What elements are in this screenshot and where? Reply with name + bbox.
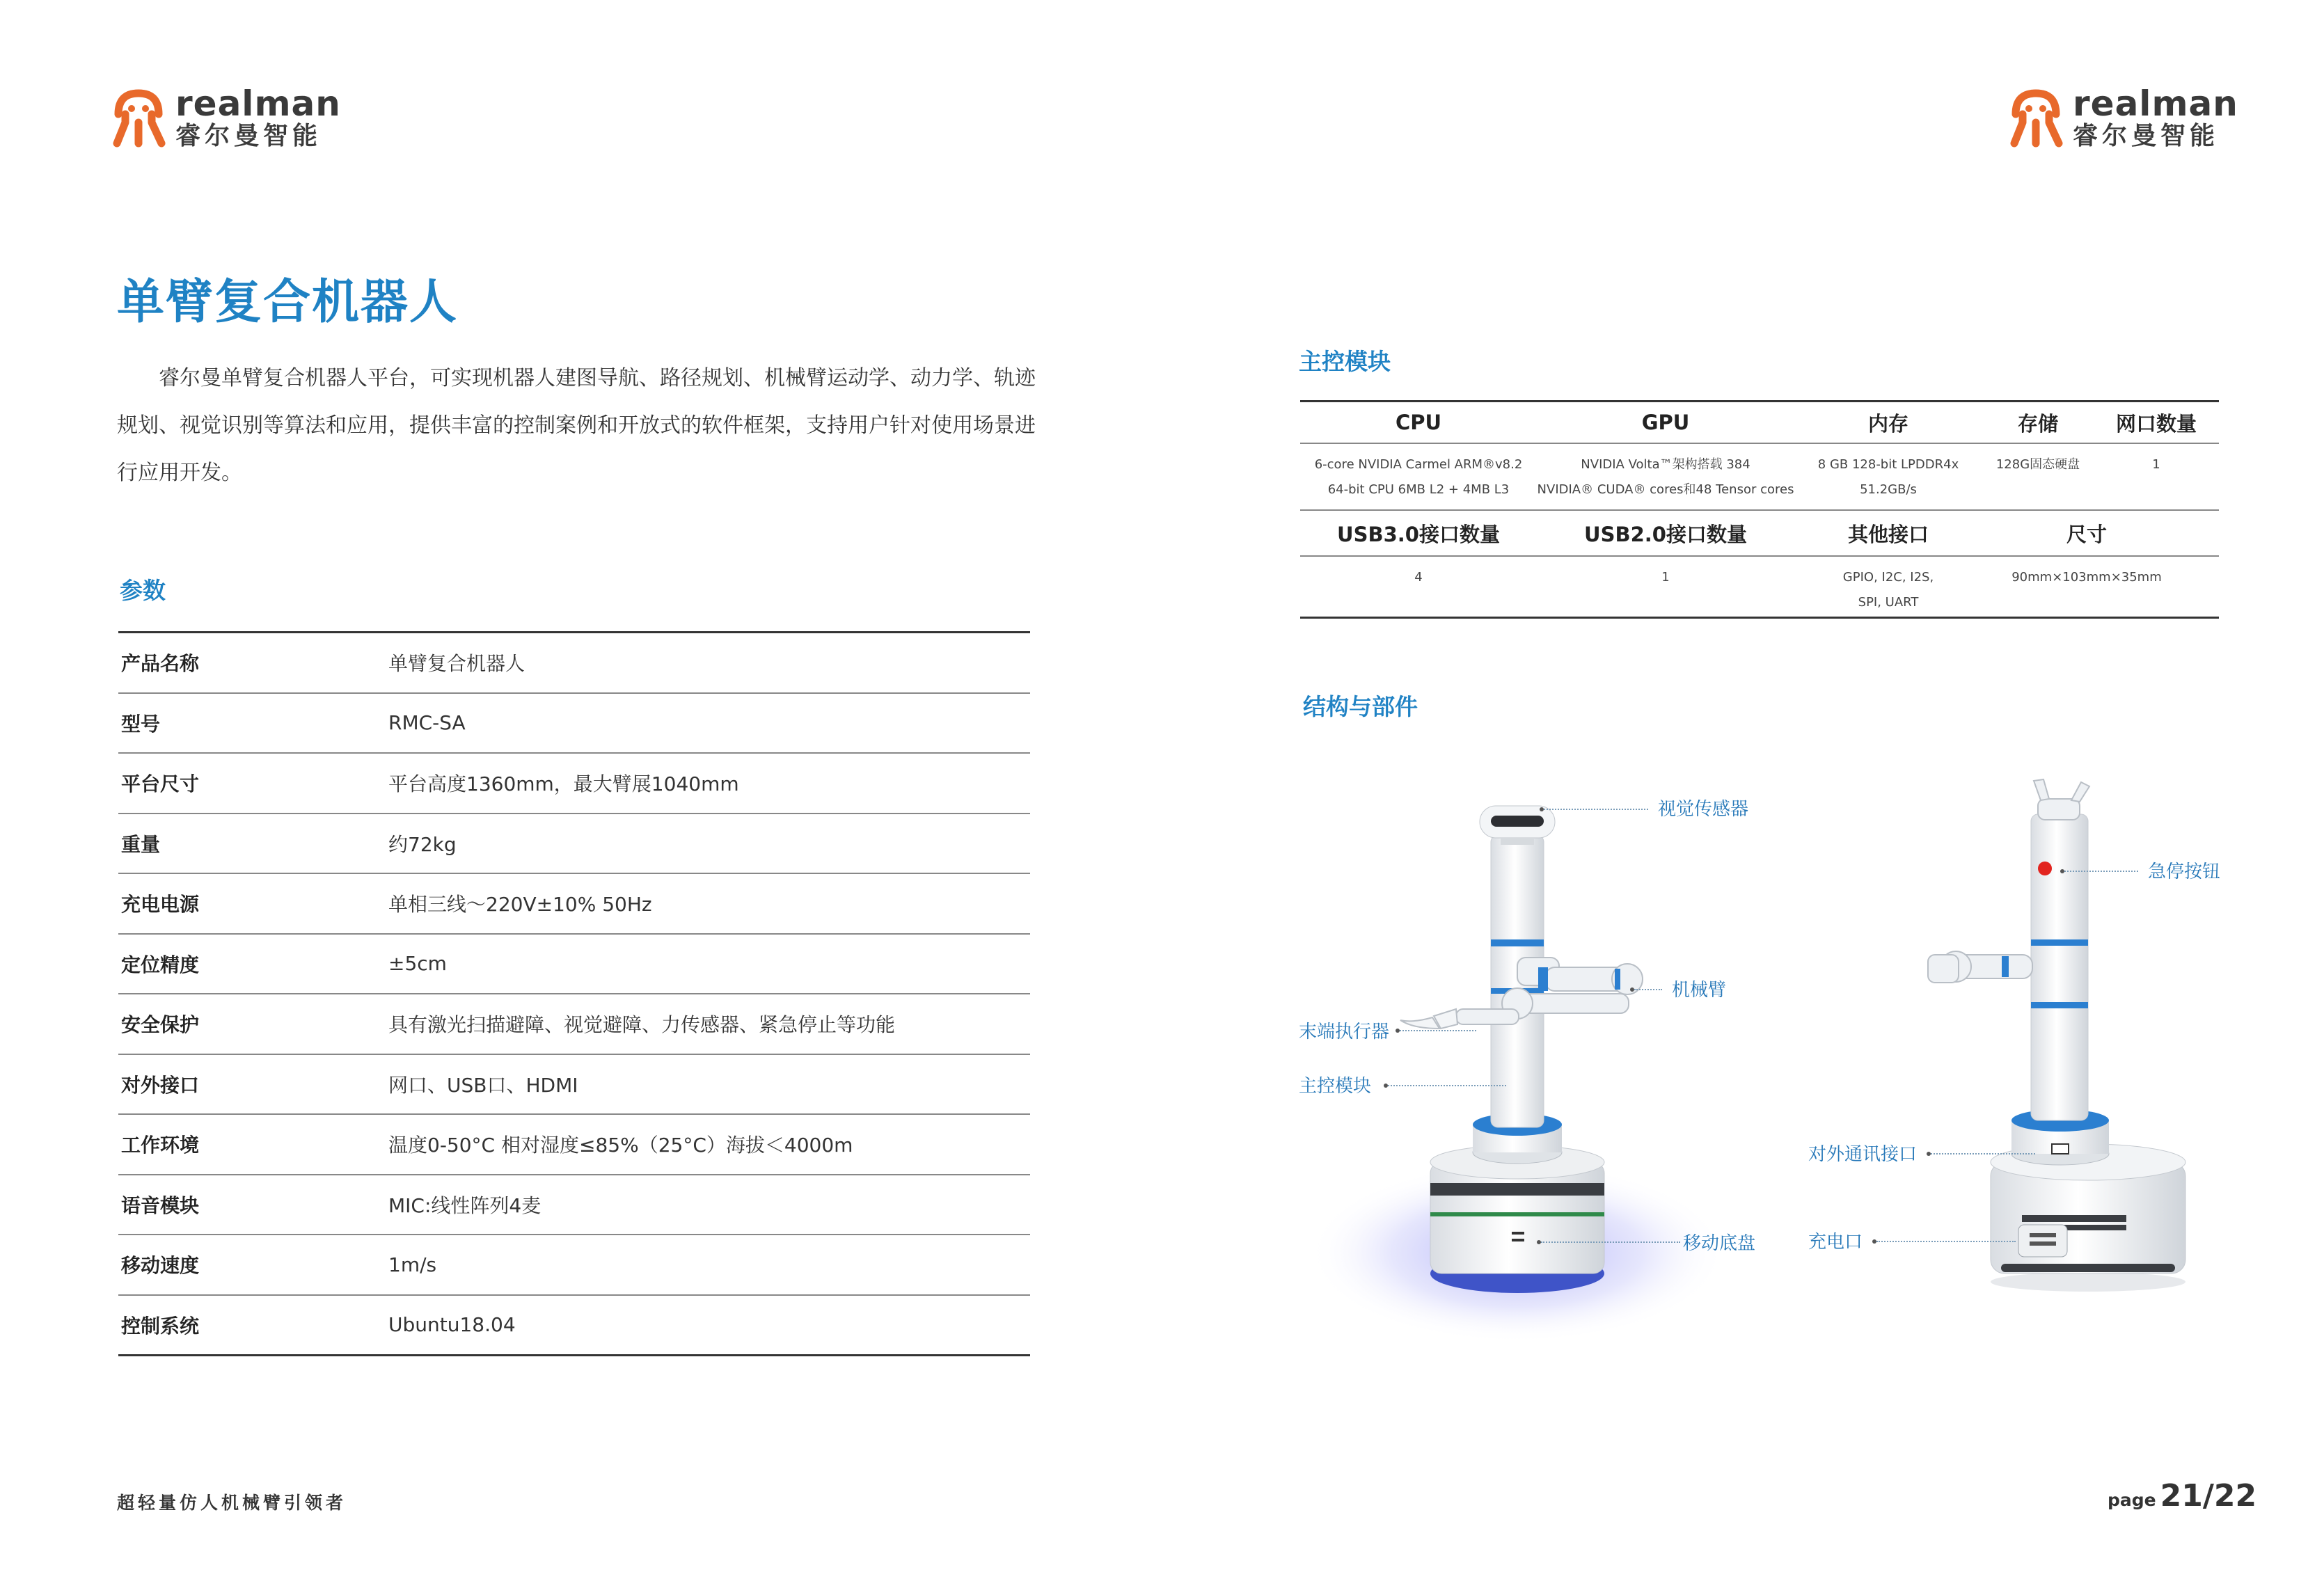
page-number — [2108, 1478, 2256, 1514]
header-cell: 网口数量 — [2115, 411, 2197, 436]
logo-brand-cn: 睿尔曼智能 — [175, 122, 322, 150]
label-vision-sensor: 视觉传感器 — [1658, 799, 1749, 820]
main-control-heading: 主控模块 — [1299, 348, 1391, 375]
label-charge-port: 充电口 — [1808, 1232, 1863, 1253]
cell-line: SPI, UART — [1858, 595, 1919, 610]
logo-left — [109, 86, 341, 149]
header-cell: GPU — [1641, 411, 1690, 434]
table-row — [1300, 557, 2219, 617]
label-estop: 急停按钮 — [2148, 862, 2221, 882]
table-header-row — [1300, 511, 2219, 555]
header-cell: 其他接口 — [1847, 522, 1929, 546]
param-value: 平台高度1360mm，最大臂展1040mm — [388, 772, 739, 796]
header-cell: 内存 — [1867, 411, 1908, 436]
param-key: 定位精度 — [121, 953, 200, 976]
table-row — [118, 874, 1030, 935]
cell-line: GPIO, I2C, I2S, — [1842, 570, 1934, 585]
table-row — [118, 694, 1030, 754]
table-row — [118, 1296, 1030, 1357]
param-value: 单相三线～220V±10% 50Hz — [388, 893, 652, 916]
header-cell: 尺寸 — [2066, 522, 2107, 546]
table-row — [118, 754, 1030, 814]
table-row — [118, 994, 1030, 1055]
page-label: page — [2108, 1490, 2156, 1510]
header-cell: USB3.0接口数量 — [1337, 522, 1500, 546]
param-value: 网口、USB口、HDMI — [388, 1073, 578, 1097]
param-value: ±5cm — [388, 952, 447, 976]
param-value: 单臂复合机器人 — [388, 652, 525, 676]
cell-line: 128G固态硬盘 — [1995, 457, 2080, 472]
table-row — [118, 1055, 1030, 1116]
label-comm-port: 对外通讯接口 — [1808, 1144, 1918, 1165]
param-key: 平台尺寸 — [121, 772, 200, 796]
table-row — [1300, 444, 2219, 509]
param-key: 对外接口 — [121, 1073, 200, 1097]
param-value: 温度0-50°C 相对湿度≤85%（25°C）海拔＜4000m — [388, 1134, 853, 1157]
logo-brand: realman — [2073, 84, 2238, 124]
cell-line: 90mm×103mm×35mm — [2011, 570, 2162, 585]
cell-line: 51.2GB/s — [1860, 482, 1917, 497]
param-key: 重量 — [121, 832, 161, 856]
table-row — [118, 814, 1030, 875]
cell-line: 8 GB 128-bit LPDDR4x — [1817, 457, 1959, 472]
table-header-row — [1300, 402, 2219, 443]
cell-line: 4 — [1414, 570, 1423, 585]
cell-line: 64-bit CPU 6MB L2 + 4MB L3 — [1327, 482, 1510, 497]
param-value: 1m/s — [388, 1253, 437, 1276]
main-control-table — [1300, 400, 2219, 619]
label-mobile-base: 移动底盘 — [1683, 1233, 1756, 1254]
param-key: 型号 — [121, 712, 161, 736]
param-key: 语音模块 — [121, 1193, 200, 1217]
param-key: 工作环境 — [121, 1134, 200, 1157]
param-value: RMC-SA — [388, 711, 466, 735]
page-title: 单臂复合机器人 — [117, 275, 459, 330]
param-value: 具有激光扫描避障、视觉避障、力传感器、紧急停止等功能 — [388, 1013, 896, 1037]
footer-slogan: 超轻量仿人机械臂引领者 — [117, 1493, 347, 1513]
realman-logo-icon — [109, 88, 168, 148]
structure-heading: 结构与部件 — [1303, 693, 1418, 720]
cell-line: 1 — [1661, 570, 1670, 585]
param-value: 约72kg — [388, 832, 457, 856]
table-row — [118, 1175, 1030, 1236]
param-key: 控制系统 — [121, 1314, 200, 1338]
header-cell: 存储 — [2017, 411, 2058, 436]
param-key: 产品名称 — [121, 652, 200, 676]
label-main-control: 主控模块 — [1299, 1076, 1372, 1097]
cell-line: NVIDIA® CUDA® cores和48 Tensor cores — [1537, 482, 1794, 497]
label-robot-arm: 机械臂 — [1672, 980, 1727, 1001]
params-table — [118, 631, 1030, 1356]
params-heading: 参数 — [120, 577, 166, 604]
param-value: Ubuntu18.04 — [388, 1313, 516, 1337]
logo-brand-cn: 睿尔曼智能 — [2073, 122, 2220, 150]
cell-line: 1 — [2152, 457, 2160, 472]
param-key: 移动速度 — [121, 1254, 200, 1278]
table-row — [118, 1115, 1030, 1175]
header-cell: CPU — [1395, 411, 1442, 434]
robot-back-illustration — [1879, 772, 2241, 1315]
page-num: 21/22 — [2160, 1478, 2257, 1514]
header-cell: USB2.0接口数量 — [1584, 522, 1747, 546]
logo-brand: realman — [175, 84, 341, 124]
cell-line: NVIDIA Volta™架构搭载 384 — [1581, 457, 1750, 472]
logo-right — [2006, 86, 2238, 149]
realman-logo-icon — [2006, 88, 2066, 148]
param-key: 安全保护 — [121, 1013, 200, 1037]
table-row — [118, 633, 1030, 694]
param-key: 充电电源 — [121, 893, 200, 916]
table-row — [118, 935, 1030, 995]
robot-front-illustration — [1309, 772, 1796, 1385]
label-end-effector: 末端执行器 — [1299, 1022, 1390, 1042]
cell-line: 6-core NVIDIA Carmel ARM®v8.2 — [1314, 457, 1523, 472]
table-row — [118, 1235, 1030, 1296]
param-value: MIC:线性阵列4麦 — [388, 1193, 542, 1217]
intro-paragraph: 睿尔曼单臂复合机器人平台，可实现机器人建图导航、路径规划、机械臂运动学、动力学、轨迹规划、视觉识别等算法和应用，提供丰富的控制案例和开放式的软件框架，支持用户针对使用场景进行应用开发。 — [117, 366, 1036, 485]
